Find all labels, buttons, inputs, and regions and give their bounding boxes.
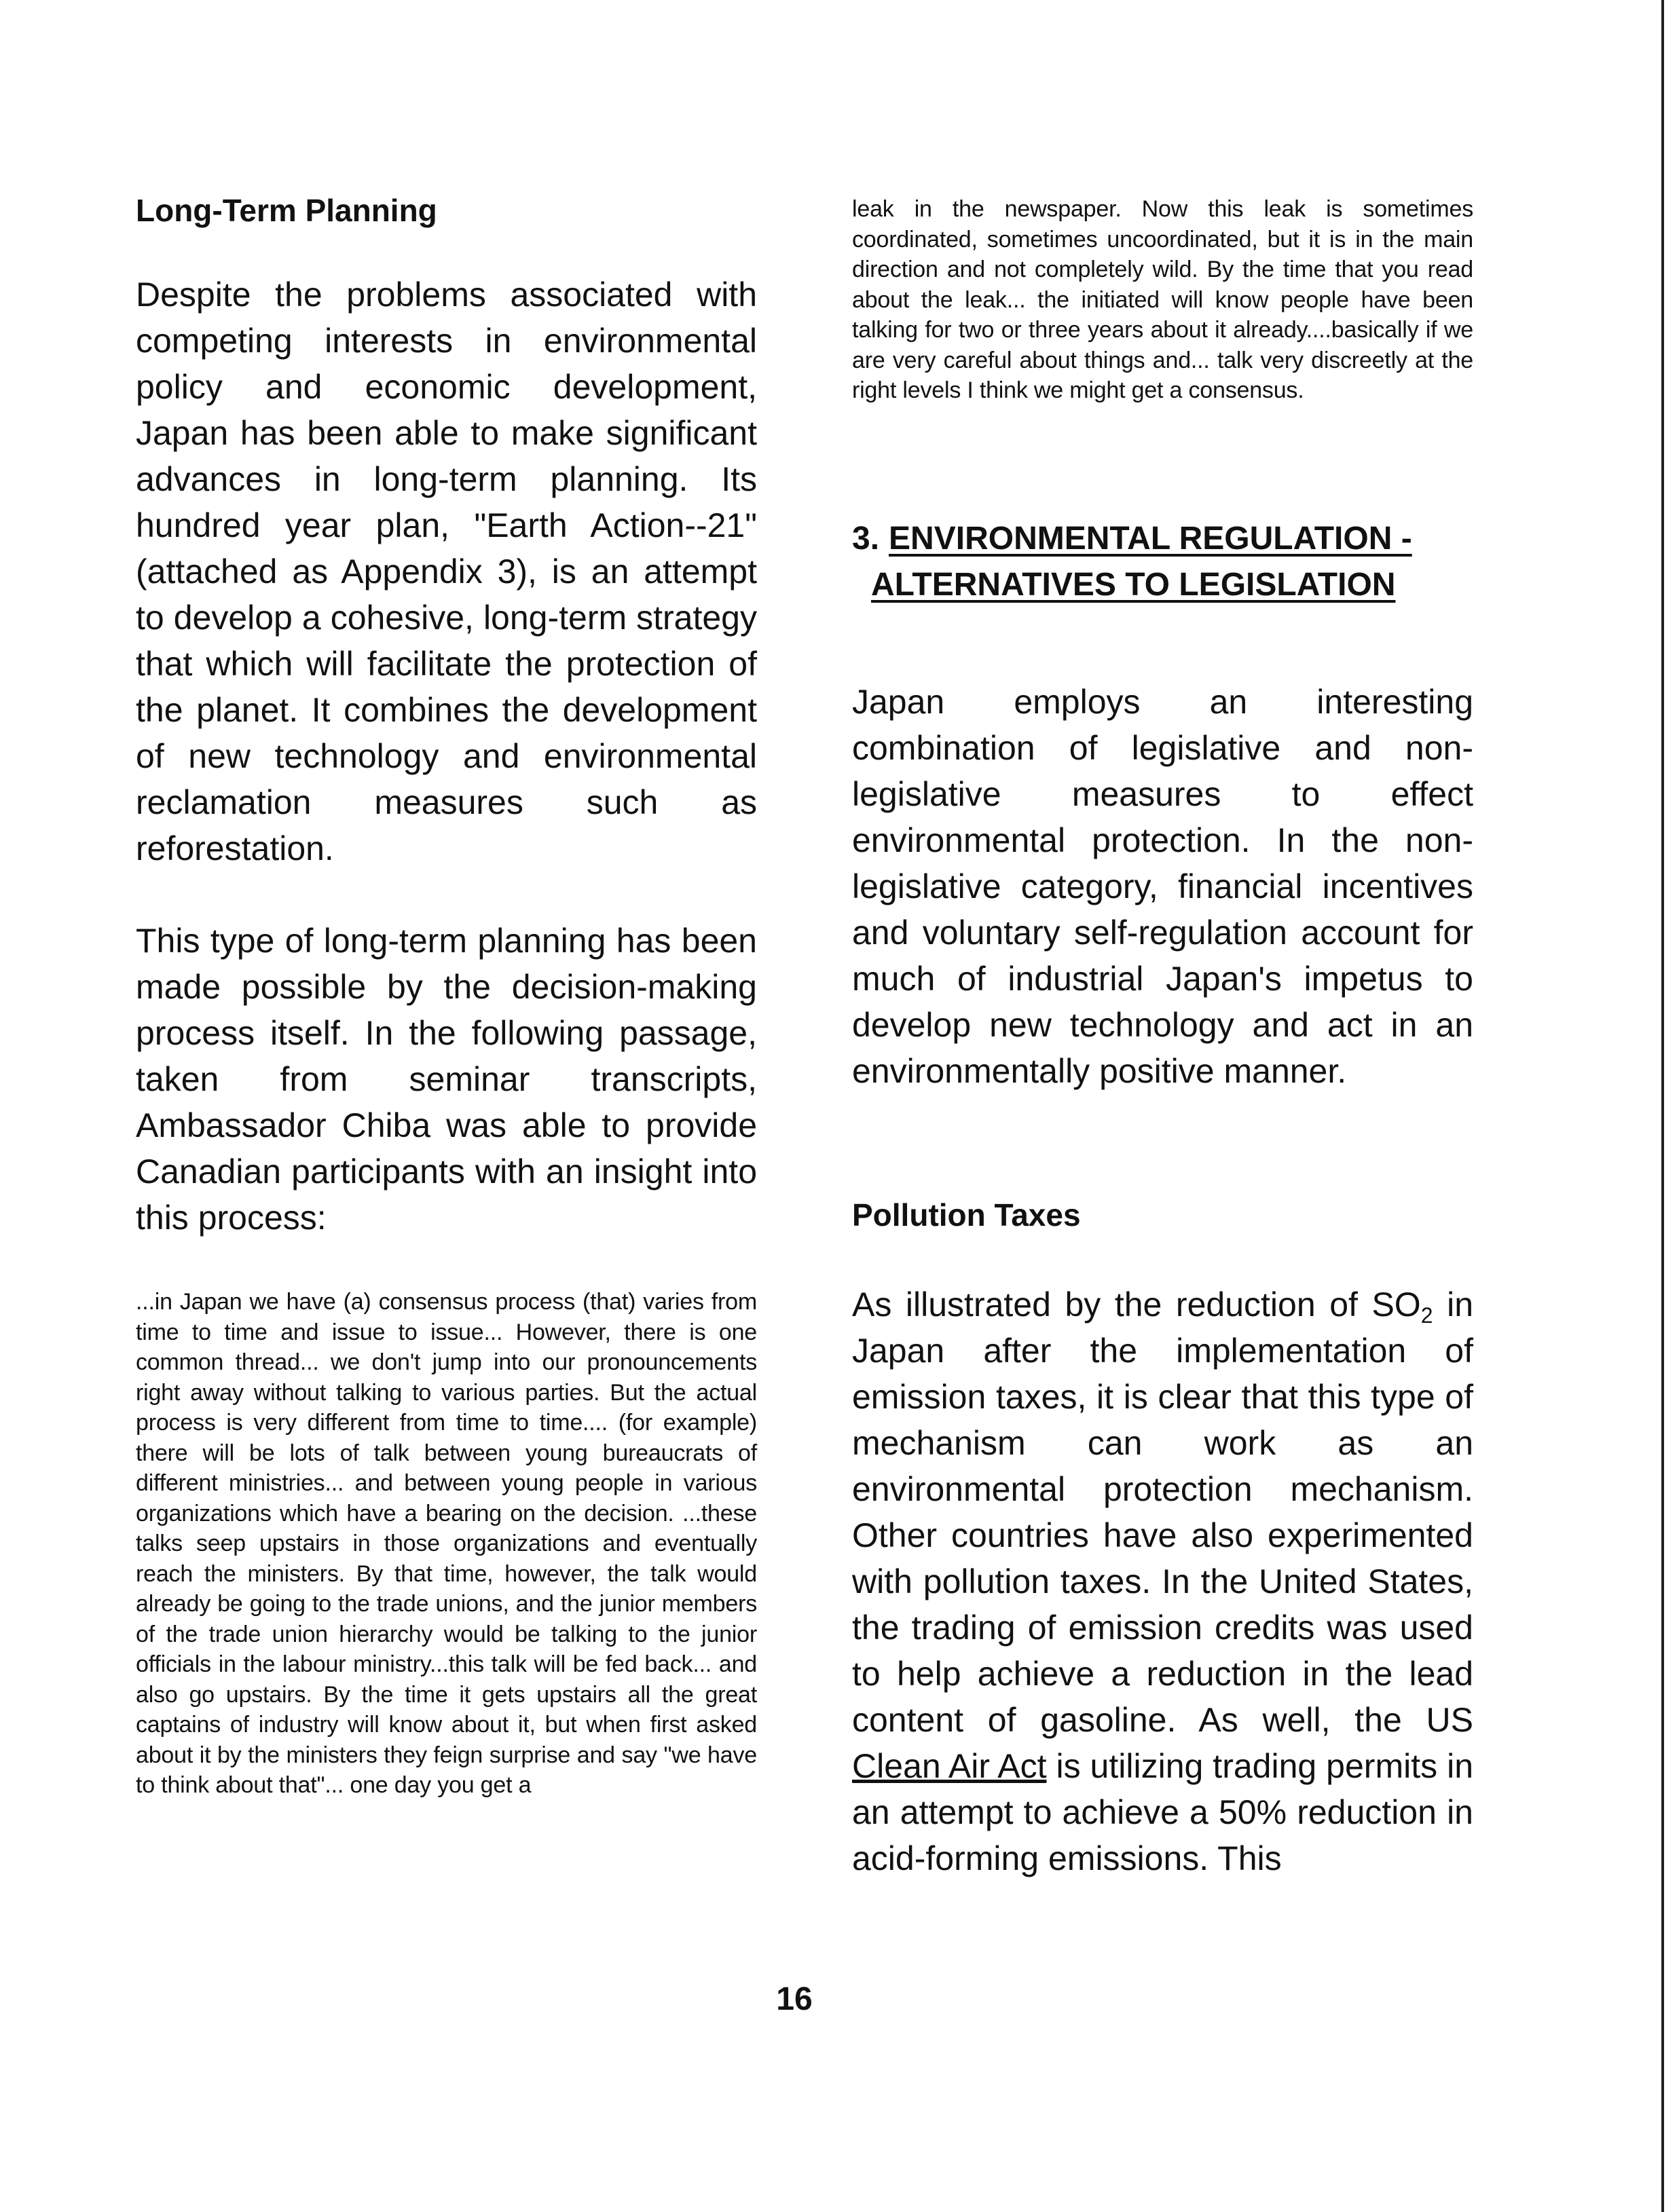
section-number: 3. [852,520,880,557]
section-3-heading [852,516,1473,608]
right-column [852,191,1473,1928]
pollution-text-a: As illustrated by the reduction of SO [852,1285,1421,1324]
clean-air-act-title: Clean Air Act [852,1746,1047,1785]
left-column [136,191,757,1801]
chiba-quote: ...in Japan we have (a) consensus process (that) varies from time to time and issue to issue... However, there is one common thread... we don't jump into our pronouncements right away without talking to various parties. But the actual process is very different from time to time.... (for example) there will be lots of talk between young bureaucrats of different ministries... and between young people in various organizations which have a bearing on the decision. ...these talks seep upstairs in those organizations and eventually reach the ministers. By that time, however, the talk would already be going to the trade unions, and the junior members of the trade union hierarchy would be talking to the junior officials in the labour ministry...this talk will be fed back... and also go upstairs. By the time it gets upstairs all the great captains of industry will know about it, but when first asked about it by the ministers they feign surprise and say "we have to think about that"... one day you get a [136,1289,757,1798]
decision-making-paragraph: This type of long-term planning has been made possible by the decision-making process itself. In the following passage, taken from seminar transcripts, Ambassador Chiba was able to provide Canadian participants with an insight into this process: [136,922,757,1237]
so2-subscript: 2 [1420,1302,1433,1328]
pollution-taxes-paragraph [852,1281,1473,1881]
pollution-taxes-heading: Pollution Taxes [852,1197,1081,1233]
long-term-planning-heading: Long-Term Planning [136,193,437,228]
section-title-line1: ENVIRONMENTAL REGULATION - [889,520,1412,557]
section-title-line2: ALTERNATIVES TO LEGISLATION [871,566,1396,603]
pollution-text-b: in Japan after the implementation of emission taxes, it is clear that this type of mechanism can work as an environmental protection mechanism. Other countries have also experimented with pollution taxes. In the United States, the trading of emission credits was used to help achieve a reduction in the lead content of gasoline. As well, the US [852,1285,1474,1739]
page-edge-line [1661,0,1664,2212]
chiba-quote-continued: leak in the newspaper. Now this leak is sometimes coordinated, sometimes uncoordinated, but it is in the main direction and not completely wild. By the time that you read about the leak... the initiated will know people have been talking for two or three years about it already....basically if we are very careful about things and... talk very discreetly at the right levels I think we might get a consensus. [852,196,1473,403]
legislative-measures-paragraph: Japan employs an interesting combination of legislative and non-legislative measures to effect environmental protection. In the non-legislative category, financial incentives and voluntary self-regulation account for much of industrial Japan's impetus to develop new technology and act in an environmentally positive manner. [852,682,1473,1090]
page-number: 16 [776,1981,813,2017]
long-term-planning-paragraph: Despite the problems associated with competing interests in environmental policy and economic development, Japan has been able to make significant advances in long-term planning. Its hundred year plan, "Earth Action--21" (attached as Appendix 3), is an attempt to develop a cohesive, long-term strategy that which will facilitate the protection of the planet. It combines the development of new technology and environmental reclamation measures such as reforestation. [136,276,757,867]
pollution-text-c: is utilizing trading permits in an attempt to achieve a 50% reduction in acid-forming emissions. This [852,1746,1473,1877]
